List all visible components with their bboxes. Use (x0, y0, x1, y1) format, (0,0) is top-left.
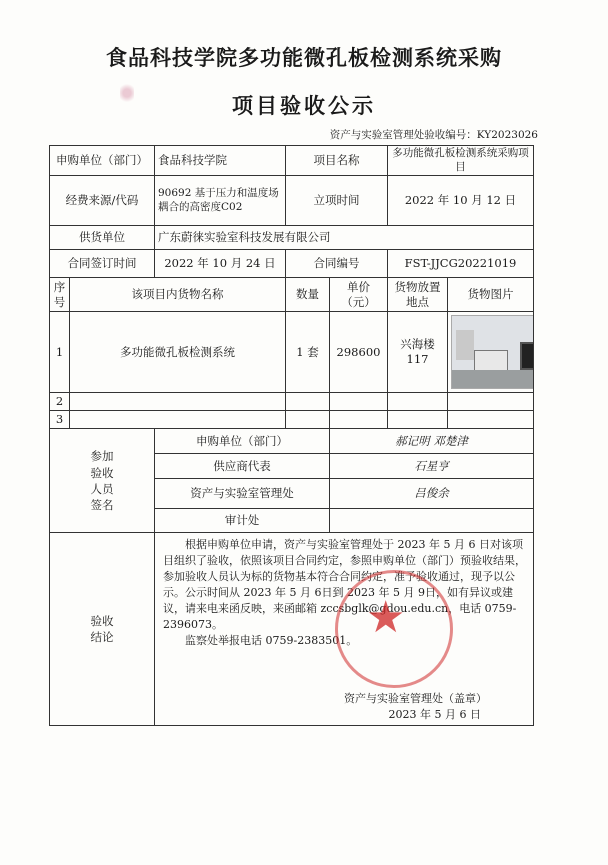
acceptance-serial: 资产与实验室管理处验收编号：KY2023026 (329, 129, 538, 141)
table-row (50, 393, 534, 411)
acceptors-label (50, 429, 155, 533)
table-row (50, 411, 534, 429)
contract-no-label: 合同编号 (286, 250, 388, 278)
item-price (330, 411, 388, 429)
document-title: 食品科技学院多功能微孔板检测系统采购 (106, 45, 502, 70)
item-location (388, 411, 448, 429)
supplier-rep-label: 供应商代表 (155, 454, 330, 479)
purchaser-value: 食品科技学院 (155, 146, 286, 176)
dept-signature: 郝记明 邓楚津 (330, 429, 534, 454)
audit-signature (330, 509, 534, 533)
setup-time-value: 2022 年 10 月 12 日 (388, 176, 534, 226)
item-qty (286, 411, 330, 429)
location-header: 货物放置地点 (388, 278, 448, 312)
project-name-value: 多功能微孔板检测系统采购项目 (388, 146, 534, 176)
funding-value: 90692 基于压力和温度场耦合的高密度C02 (155, 176, 286, 226)
acceptors-label-text: 参加验收人员签名 (90, 449, 114, 512)
sign-date: 2023 年 5 月 6 日 (388, 707, 481, 721)
item-name: 多功能微孔板检测系统 (70, 312, 286, 393)
item-no: 1 (50, 312, 70, 393)
unit-price-header: 单价（元） (330, 278, 388, 312)
seal-star-icon: ★ (366, 592, 406, 643)
document-subtitle: 项目验收公示 (232, 93, 376, 118)
table-row (50, 312, 534, 393)
item-qty (286, 393, 330, 411)
item-no: 3 (50, 411, 70, 429)
acceptance-table (49, 145, 534, 726)
sign-time-label: 合同签订时间 (50, 250, 155, 278)
item-qty: 1 套 (286, 312, 330, 393)
supplier-value: 广东蔚徕实验室科技发展有限公司 (155, 226, 534, 250)
supplier-rep-signature: 石星亨 (330, 454, 534, 479)
item-location (388, 393, 448, 411)
item-price (330, 393, 388, 411)
qty-header: 数量 (286, 278, 330, 312)
signer: 资产与实验室管理处（盖章） (344, 691, 487, 705)
item-name (70, 411, 286, 429)
ink-blot (120, 82, 134, 104)
project-name-label: 项目名称 (286, 146, 388, 176)
dept-label: 申购单位（部门） (155, 429, 330, 454)
goods-photo-cell (448, 312, 534, 393)
asset-office-signature: 吕俊余 (330, 479, 534, 509)
item-price: 298600 (330, 312, 388, 393)
goods-photo-header: 货物图片 (448, 278, 534, 312)
item-no: 2 (50, 393, 70, 411)
purchaser-label: 申购单位（部门） (50, 146, 155, 176)
audit-label: 审计处 (155, 509, 330, 533)
conclusion-label-text: 验收结论 (90, 613, 114, 644)
conclusion-label (50, 533, 155, 725)
asset-office-label: 资产与实验室管理处 (155, 479, 330, 509)
funding-label: 经费来源/代码 (50, 176, 155, 226)
sign-time-value: 2022 年 10 月 24 日 (155, 250, 286, 278)
item-name (70, 393, 286, 411)
setup-time-label: 立项时间 (286, 176, 388, 226)
goods-name-header: 该项目内货物名称 (70, 278, 286, 312)
item-location: 兴海楼117 (388, 312, 448, 393)
conclusion-text: 根据申购单位申请，资产与实验室管理处于 2023 年 5 月 6 日对该项目组织了验收，依照该项目合同约定，参照申购单位（部门）预验收结果，参加验收人员认为标的货物基本符合合同约定，准予验收通过，现予以公示。公示时间从 2023 年 5 月 6日到 2023 年 5 月 9日，如有异议或建议，请来电来函反映，来函邮箱 zccsbglk@gdou.edu.cn，电话 0759-2396073。 (163, 538, 526, 631)
hotline-text: 监察处举报电话 0759-2383501。 (185, 633, 358, 647)
contract-no-value: FST-JJCG20221019 (388, 250, 534, 278)
goods-photo (451, 315, 534, 389)
seq-header: 序号 (50, 278, 70, 312)
supplier-label: 供货单位 (50, 226, 155, 250)
